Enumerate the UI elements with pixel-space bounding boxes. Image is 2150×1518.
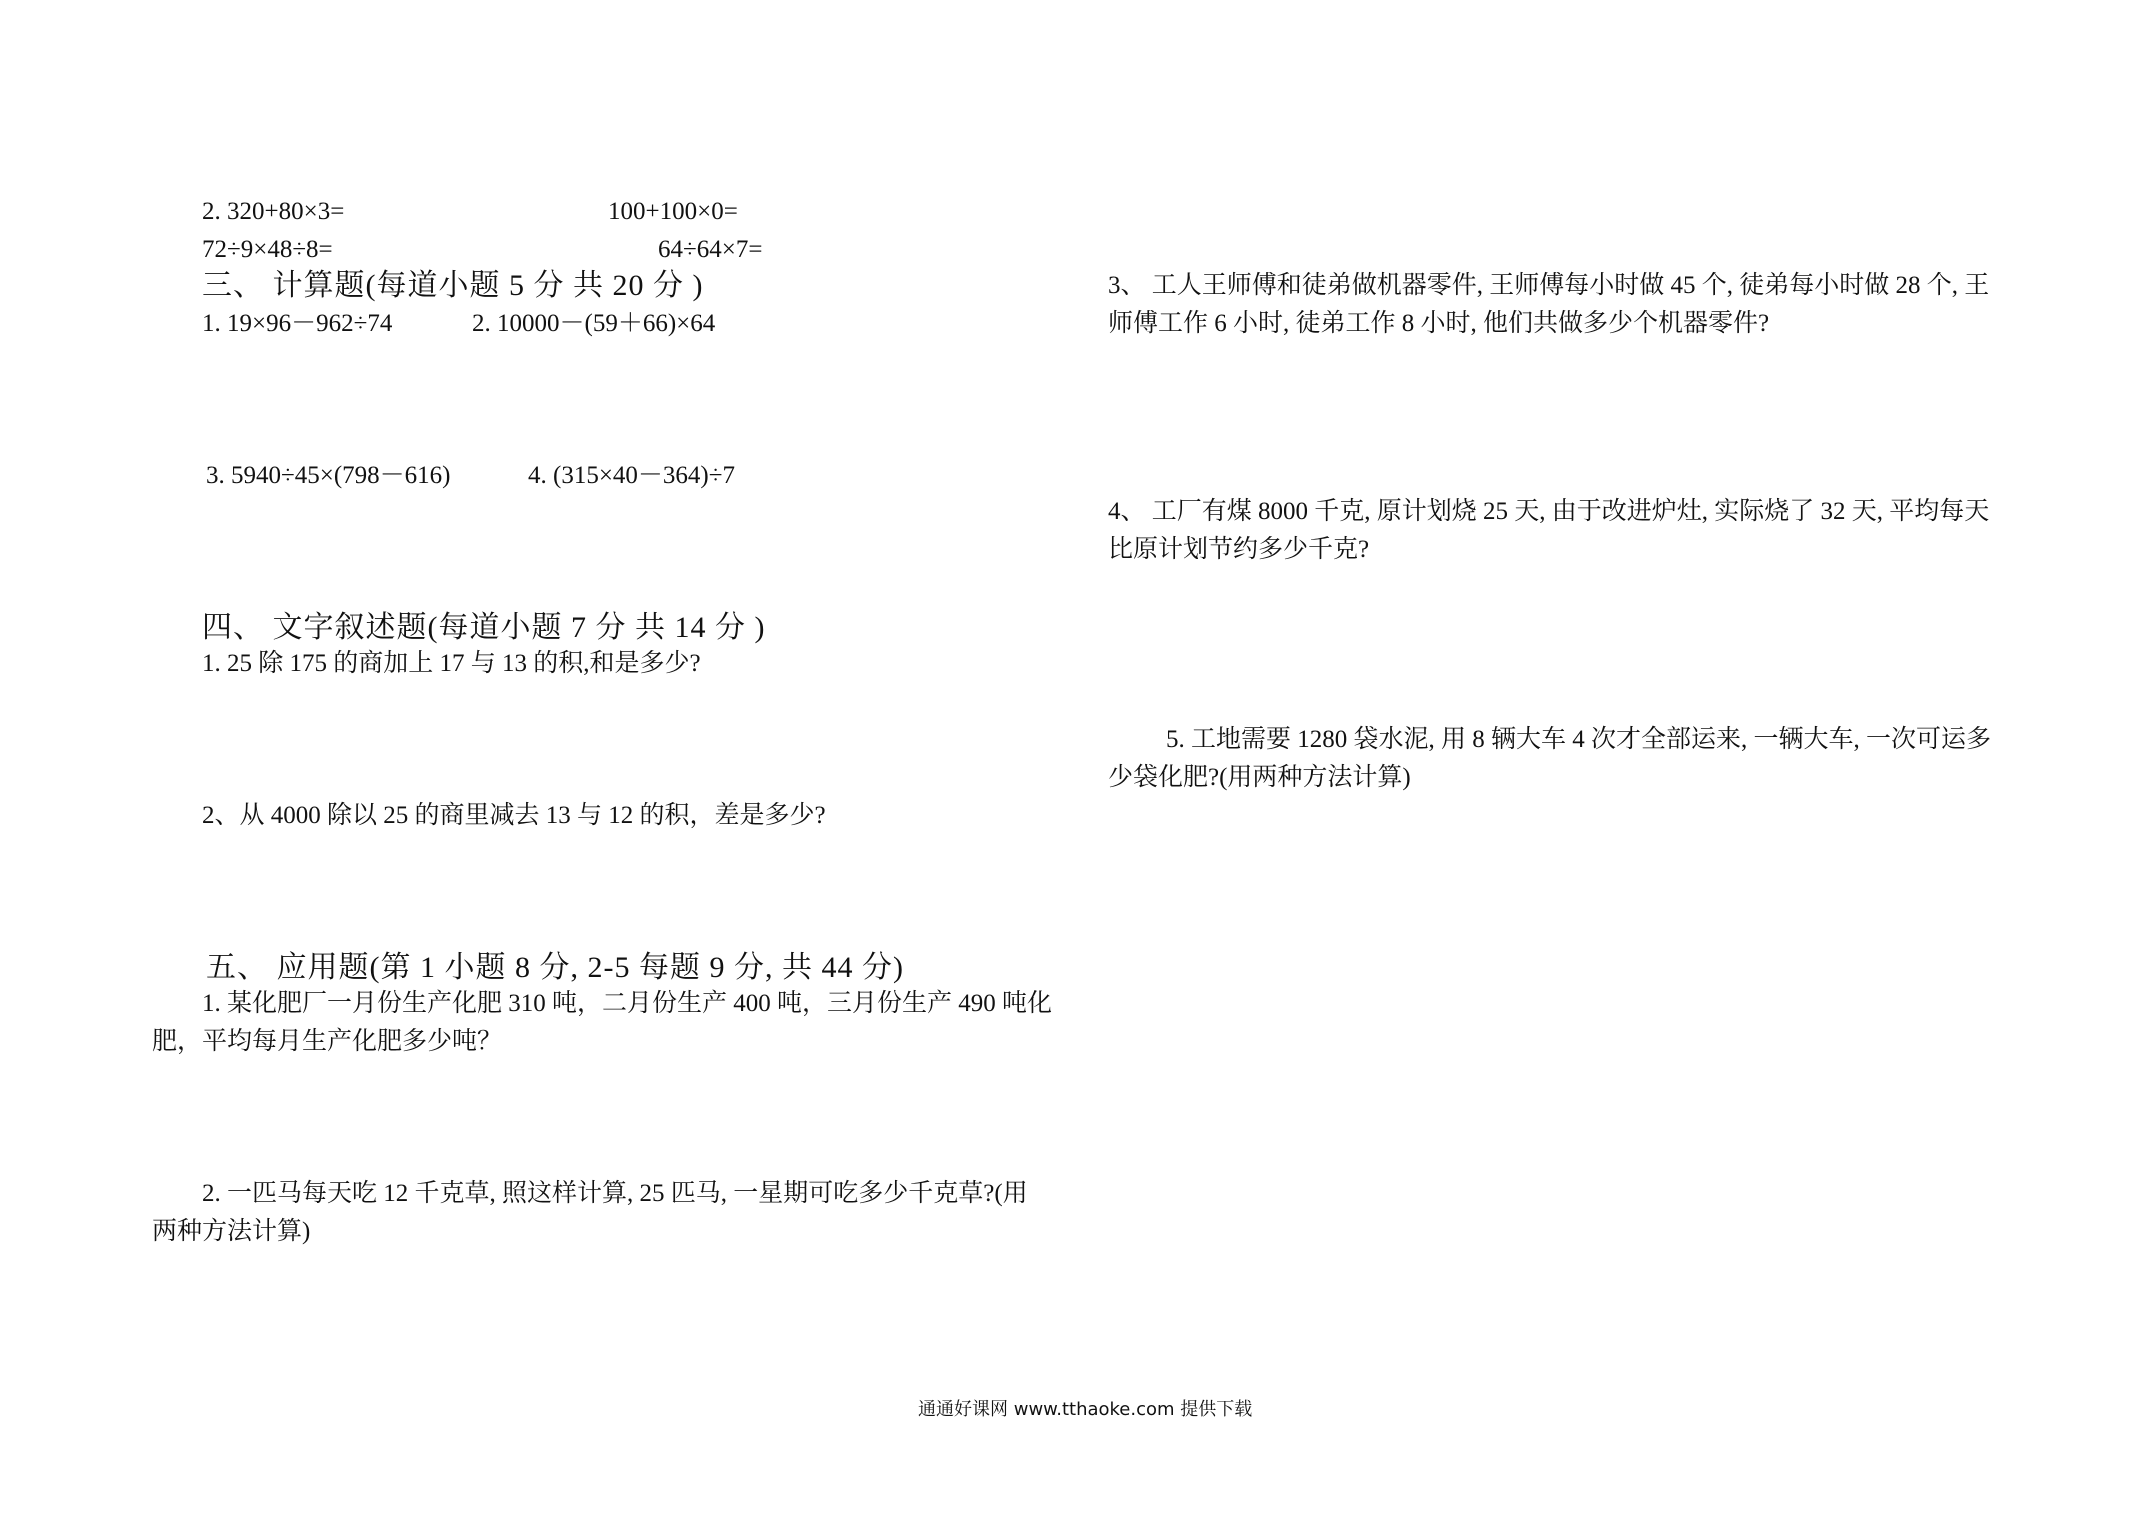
calc-line-1-right: 100+100×0= [608, 198, 738, 225]
s5-question-1-line-2: 肥，平均每月生产化肥多少吨？ [152, 1028, 503, 1055]
right-question-4-line-2: 比原计划节约多少千克? [1108, 536, 1370, 563]
s3-question-3: 3. 5940÷45×(798－616) [206, 462, 451, 489]
s3-question-2: 2. 10000－(59＋66)×64 [472, 310, 716, 337]
s3-question-1: 1. 19×96－962÷74 [202, 310, 393, 337]
section-4-header: 四、 文字叙述题(每道小题 7 分 共 14 分 ) [202, 611, 766, 644]
calc-line-2-right: 64÷64×7= [658, 236, 763, 263]
s4-question-1: 1. 25 除 175 的商加上 17 与 13 的积,和是多少? [202, 650, 701, 677]
s5-question-2-line-2: 两种方法计算) [152, 1218, 311, 1245]
right-question-3-line-1: 3、 工人王师傅和徒弟做机器零件, 王师傅每小时做 45 个, 徒弟每小时做 28 个, 王 [1108, 272, 1990, 299]
s5-question-2-line-1: 2. 一匹马每天吃 12 千克草, 照这样计算, 25 匹马, 一星期可吃多少千克草?(用 [202, 1180, 1028, 1207]
right-question-5-line-2: 少袋化肥?(用两种方法计算) [1108, 764, 1411, 791]
calc-line-2-left: 72÷9×48÷8= [202, 236, 333, 263]
s4-question-2: 2、从 4000 除以 25 的商里减去 13 与 12 的积，差是多少? [202, 802, 826, 829]
calc-line-1-left: 2. 320+80×3= [202, 198, 345, 225]
section-5-header: 五、 应用题(第 1 小题 8 分, 2-5 每题 9 分, 共 44 分) [206, 951, 904, 984]
right-question-4-line-1: 4、 工厂有煤 8000 千克, 原计划烧 25 天, 由于改进炉灶, 实际烧了 32 天, 平均每天 [1108, 498, 1990, 525]
footer-credit: 通通好课网 www.tthaoke.com 提供下载 [918, 1399, 1253, 1420]
right-question-3-line-2: 师傅工作 6 小时, 徒弟工作 8 小时, 他们共做多少个机器零件? [1108, 310, 1770, 337]
section-3-header: 三、 计算题(每道小题 5 分 共 20 分 ) [202, 269, 704, 302]
right-question-5-line-1: 5. 工地需要 1280 袋水泥, 用 8 辆大车 4 次才全部运来, 一辆大车, 一次可运多 [1166, 726, 1992, 753]
s5-question-1-line-1: 1. 某化肥厂一月份生产化肥 310 吨，二月份生产 400 吨，三月份生产 490 吨化 [202, 990, 1053, 1017]
s3-question-4: 4. (315×40－364)÷7 [528, 462, 735, 489]
